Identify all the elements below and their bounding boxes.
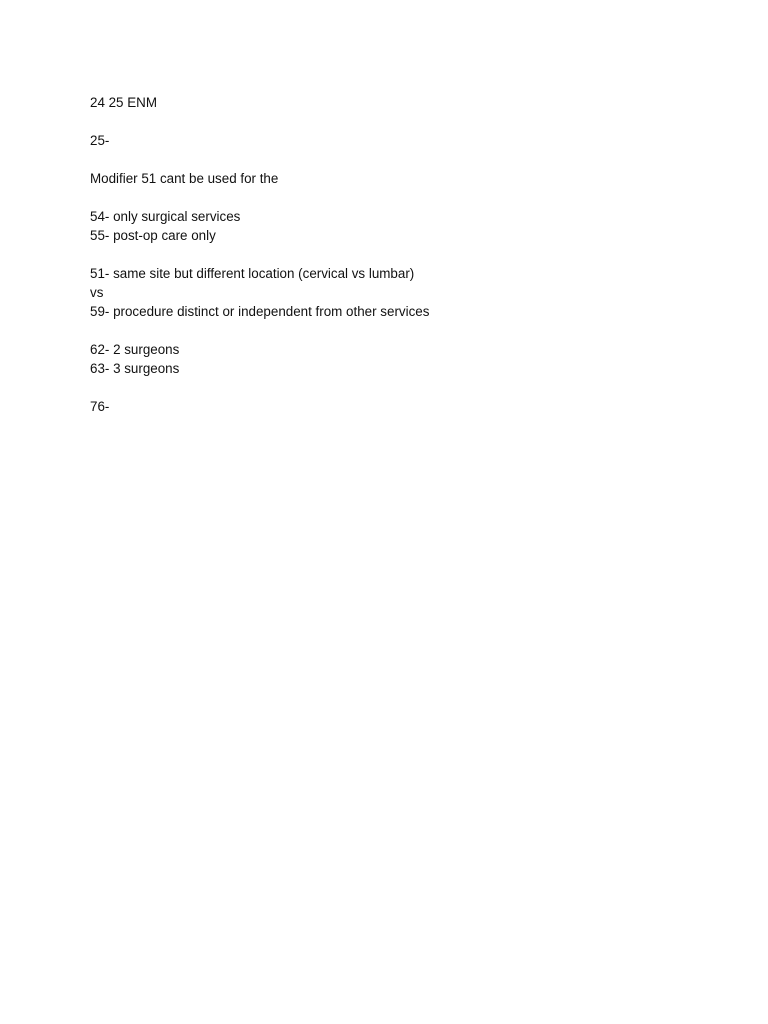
note-line-5: 55- post-op care only (90, 228, 216, 243)
note-line-3: Modifier 51 cant be used for the (90, 171, 279, 186)
blank-line (90, 112, 690, 131)
note-line-8: 59- procedure distinct or independent from other services (90, 304, 430, 319)
note-line-10: 63- 3 surgeons (90, 361, 180, 376)
note-line-4: 54- only surgical services (90, 209, 241, 224)
blank-line (90, 245, 690, 264)
note-line-9: 62- 2 surgeons (90, 342, 180, 357)
note-line-6: 51- same site but different location (cervical vs lumbar) (90, 266, 415, 281)
note-line-11: 76- (90, 399, 110, 414)
blank-line (90, 150, 690, 169)
note-line-2: 25- (90, 133, 110, 148)
note-line-7: vs (90, 285, 104, 300)
blank-line (90, 188, 690, 207)
note-line-1: 24 25 ENM (90, 95, 157, 110)
blank-line (90, 378, 690, 397)
blank-line (90, 321, 690, 340)
document-body (90, 93, 690, 416)
